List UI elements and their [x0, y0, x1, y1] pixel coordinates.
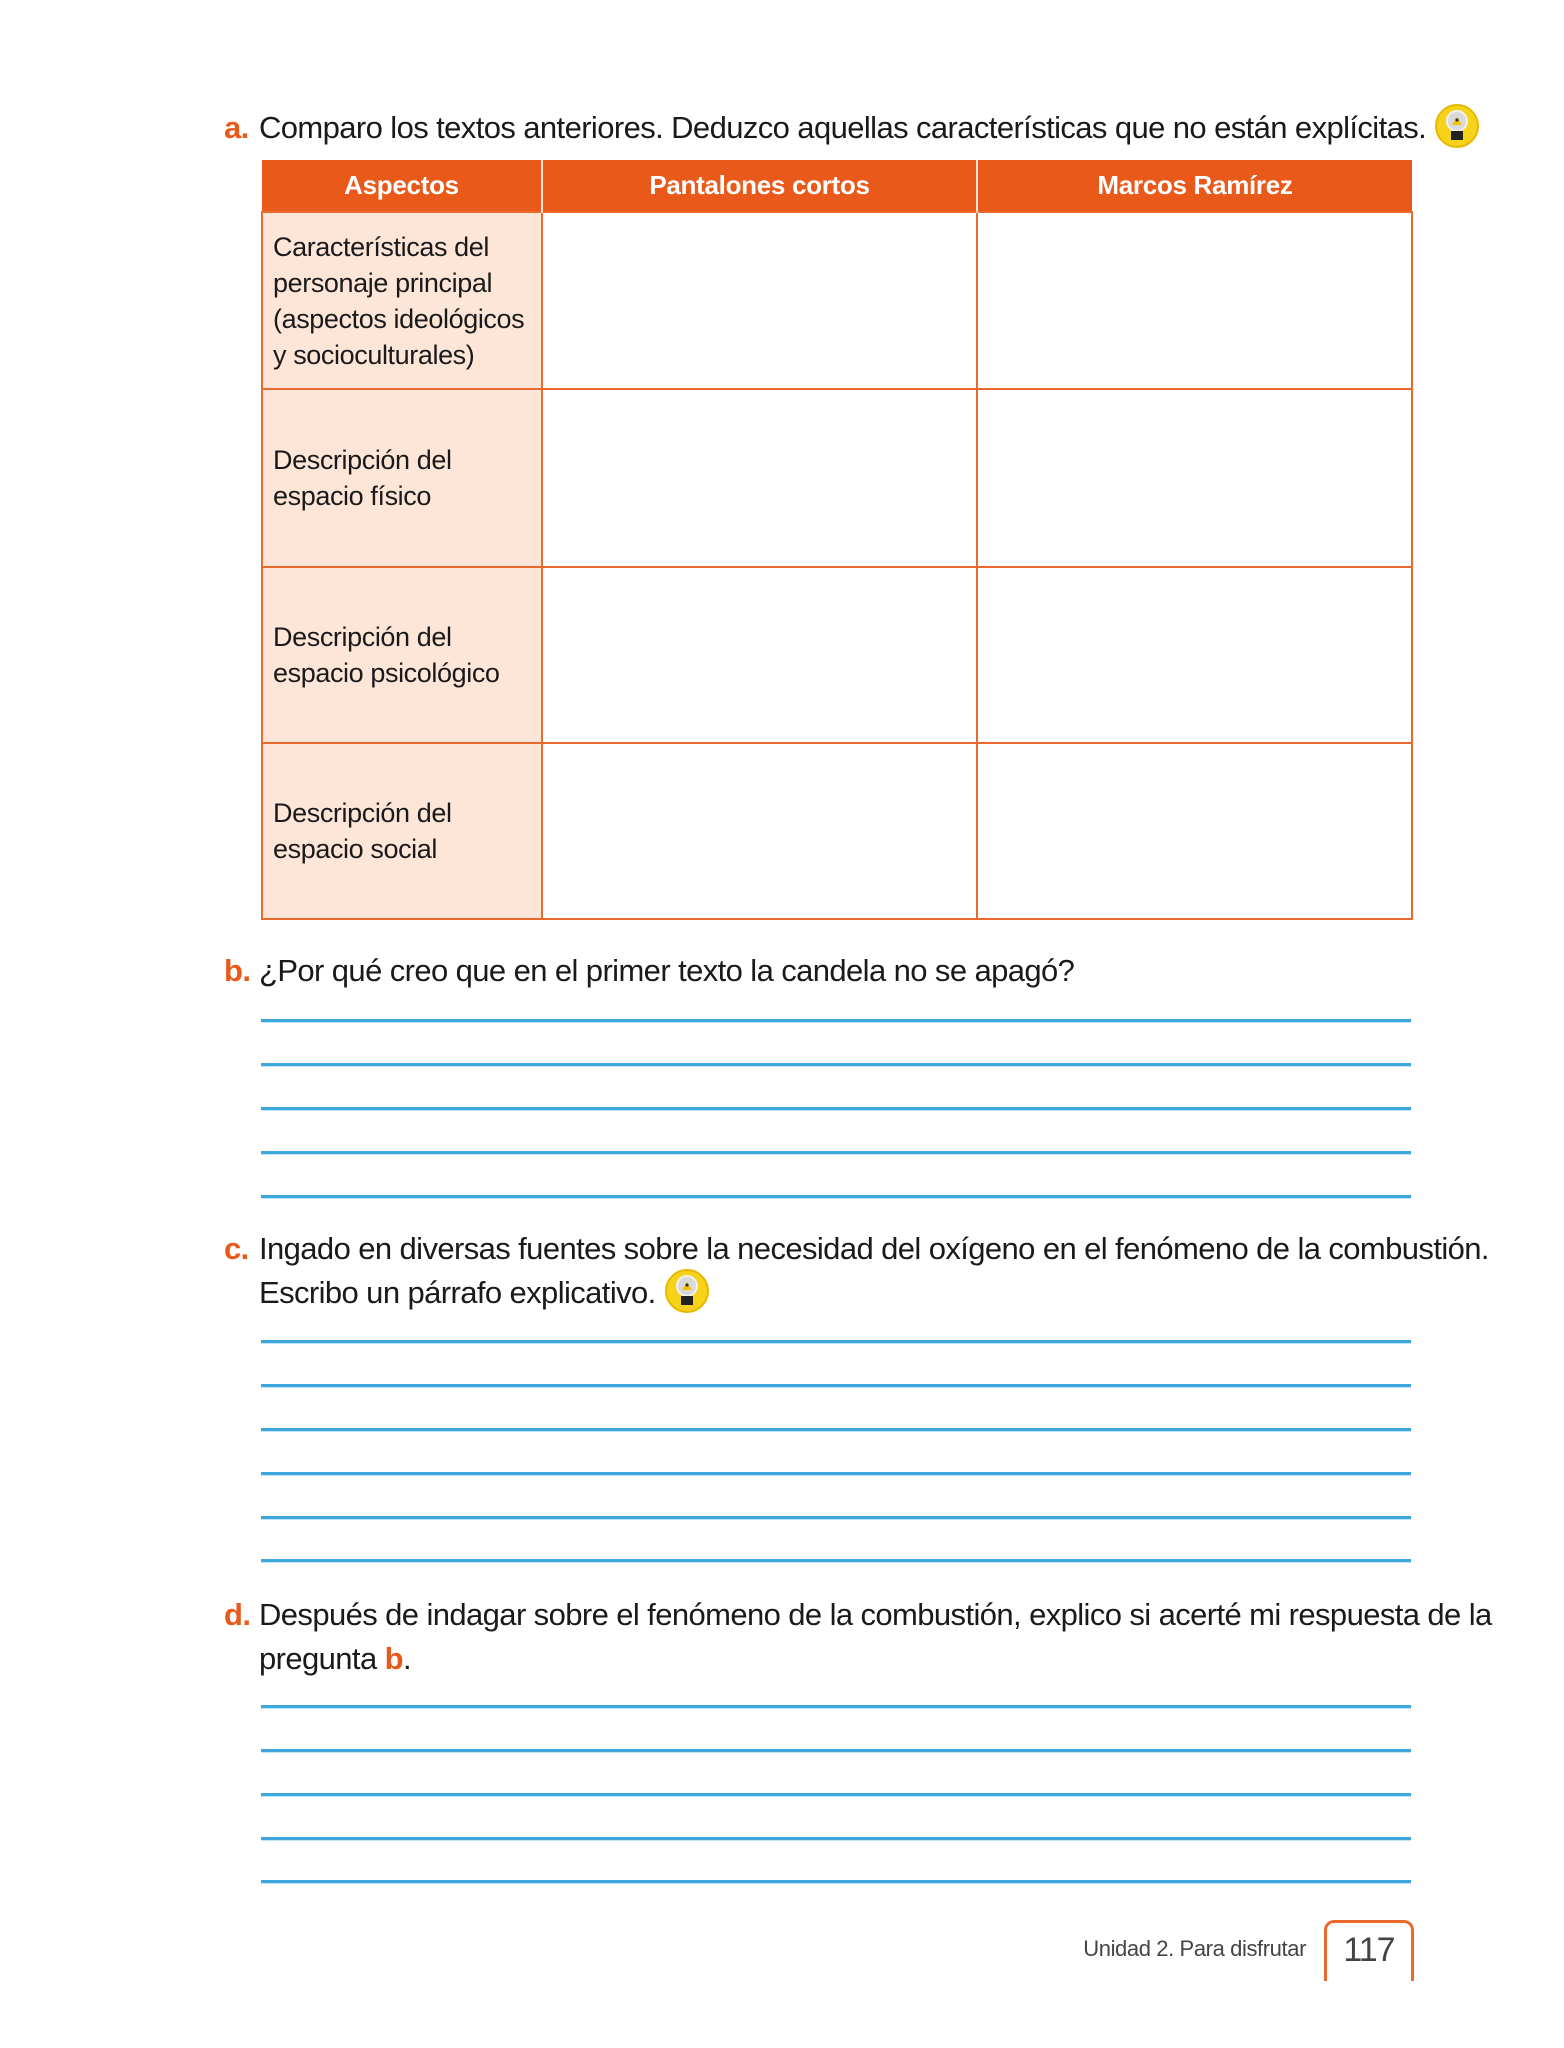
- question-b: [224, 949, 1074, 993]
- page-number: 117: [1324, 1920, 1414, 1981]
- pantalones-cortos-answer-cell[interactable]: [542, 389, 977, 567]
- aspect-cell: Características del personaje principal (aspectos ideológicos y socioculturales): [262, 212, 542, 389]
- question-label: c.: [224, 1231, 249, 1266]
- answer-line-d-4[interactable]: [261, 1837, 1411, 1840]
- pantalones-cortos-answer-cell[interactable]: [542, 212, 977, 389]
- answer-line-d-5[interactable]: [261, 1880, 1411, 1883]
- answer-line-c-5[interactable]: [261, 1516, 1411, 1519]
- header-aspectos: Aspectos: [262, 160, 542, 212]
- answer-line-c-2[interactable]: [261, 1384, 1411, 1387]
- question-text: Comparo los textos anteriores. Deduzco aquellas características que no están explícitas.: [259, 110, 1427, 145]
- question-text-line2-suffix: .: [402, 1641, 411, 1676]
- answer-line-b-5[interactable]: [261, 1195, 1411, 1198]
- pantalones-cortos-answer-cell[interactable]: [542, 567, 977, 743]
- question-text-line1: Después de indagar sobre el fenómeno de la combustión, explico si acerté mi respuesta de la: [259, 1597, 1492, 1632]
- header-pantalones-cortos: Pantalones cortos: [542, 160, 977, 212]
- answer-line-c-3[interactable]: [261, 1428, 1411, 1431]
- answer-line-b-4[interactable]: [261, 1151, 1411, 1154]
- header-marcos-ramirez: Marcos Ramírez: [977, 160, 1412, 212]
- answer-line-b-1[interactable]: [261, 1019, 1411, 1022]
- question-text-line1: Ingado en diversas fuentes sobre la necesidad del oxígeno en el fenómeno de la combustión.: [259, 1231, 1489, 1266]
- answer-line-d-1[interactable]: [261, 1705, 1411, 1708]
- aspects-table: [261, 160, 1413, 920]
- answer-line-b-2[interactable]: [261, 1063, 1411, 1066]
- aspect-cell: Descripción del espacio psicológico: [262, 567, 542, 743]
- answer-line-d-3[interactable]: [261, 1793, 1411, 1796]
- table-row: [262, 389, 1412, 567]
- marcos-ramirez-answer-cell[interactable]: [977, 389, 1412, 567]
- table-row: [262, 567, 1412, 743]
- question-text: ¿Por qué creo que en el primer texto la candela no se apagó?: [259, 953, 1075, 988]
- answer-line-d-2[interactable]: [261, 1749, 1411, 1752]
- unit-title: Unidad 2. Para disfrutar: [1083, 1936, 1306, 1961]
- marcos-ramirez-answer-cell[interactable]: [977, 212, 1412, 389]
- answer-line-c-6[interactable]: [261, 1559, 1411, 1562]
- marcos-ramirez-answer-cell[interactable]: [977, 743, 1412, 919]
- question-c: [224, 1227, 1489, 1318]
- answer-line-b-3[interactable]: [261, 1107, 1411, 1110]
- question-reference-b: b: [384, 1641, 403, 1676]
- table-row: [262, 743, 1412, 919]
- question-text-line2: pregunta: [259, 1641, 385, 1676]
- question-label: d.: [224, 1597, 251, 1632]
- question-a: [224, 106, 1480, 153]
- aspect-cell: Descripción del espacio social: [262, 743, 542, 919]
- answer-line-c-1[interactable]: [261, 1340, 1411, 1343]
- table-row: [262, 212, 1412, 389]
- aspect-cell: Descripción del espacio físico: [262, 389, 542, 567]
- marcos-ramirez-answer-cell[interactable]: [977, 567, 1412, 743]
- answer-line-c-4[interactable]: [261, 1472, 1411, 1475]
- lightbulb-icon: [1434, 103, 1480, 149]
- pantalones-cortos-answer-cell[interactable]: [542, 743, 977, 919]
- question-text-line2: Escribo un párrafo explicativo.: [259, 1275, 656, 1310]
- question-label: a.: [224, 110, 249, 145]
- question-d: [224, 1593, 1492, 1681]
- lightbulb-icon: [664, 1268, 710, 1314]
- table-header-row: [262, 160, 1412, 212]
- question-label: b.: [224, 953, 251, 988]
